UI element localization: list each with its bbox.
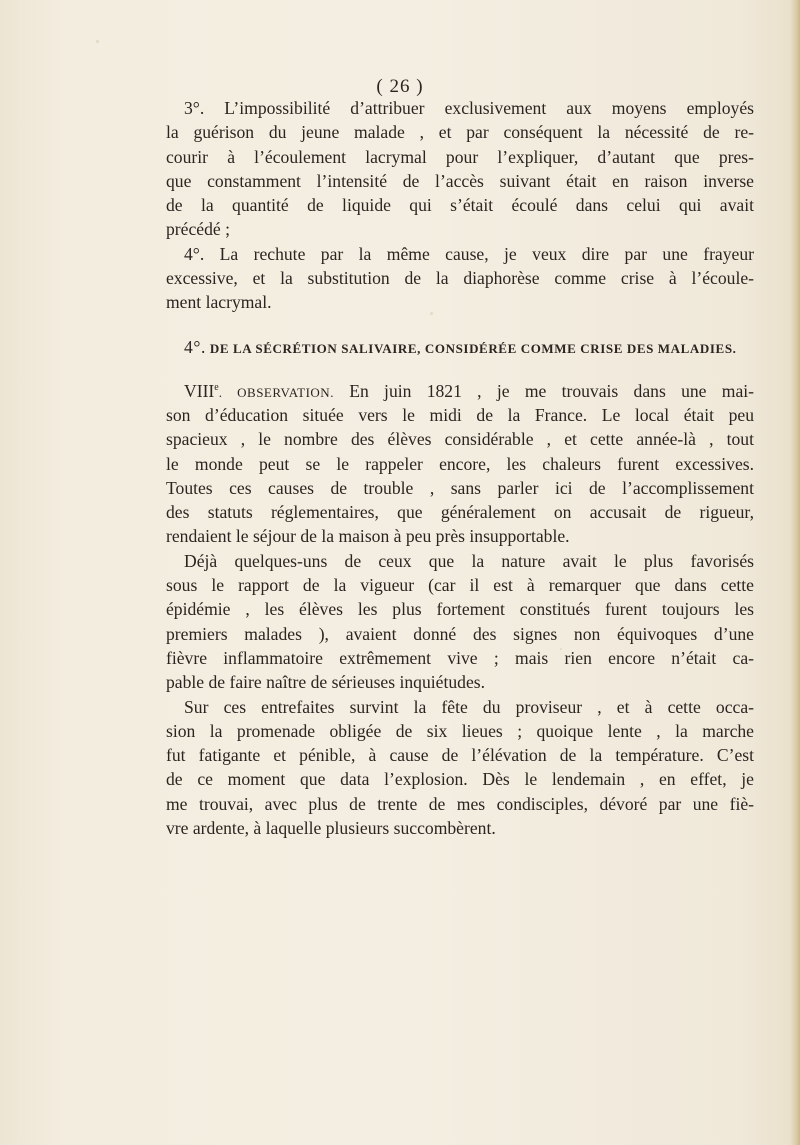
- text-line: sion la promenade obligée de six lieues ; quoique lente , la marche: [166, 720, 754, 741]
- text-line: pable de faire naître de sérieuses inquiétudes.: [166, 672, 485, 693]
- text-line: son d’éducation située vers le midi de la France. Le local était peu: [166, 404, 754, 425]
- text-line: sous le rapport de la vigueur (car il est à remarquer que dans cette: [166, 575, 754, 596]
- observation-number-suffix: e: [214, 381, 219, 393]
- text-line: fièvre inflammatoire extrêmement vive ; mais rien encore n’était ca-: [166, 647, 754, 668]
- text-line: la guérison du jeune malade , et par conséquent la nécessité de re-: [166, 122, 754, 143]
- paragraph-entrefaites: [166, 695, 754, 841]
- observation-paragraph: [166, 379, 754, 549]
- body-text: [166, 96, 754, 840]
- text-line: ment lacrymal.: [166, 292, 272, 313]
- observation-number: VIII: [184, 380, 215, 401]
- text-line: de la quantité de liquide qui s’était écoulé dans celui qui avait: [166, 195, 754, 216]
- section-number: 4°.: [184, 336, 207, 357]
- paper-speck: [96, 40, 99, 43]
- text-line: Déjà quelques-uns de ceux que la nature avait le plus favorisés: [184, 550, 754, 571]
- text-line: spacieux , le nombre des élèves considérable , et cette année-là , tout: [166, 429, 754, 450]
- section-title: DE LA SÉCRÉTION SALIVAIRE, CONSIDÉRÉE COMME CRISE DES MALADIES.: [209, 340, 737, 356]
- text-line: 3°. L’impossibilité d’attribuer exclusivement aux moyens employés: [184, 98, 754, 118]
- paragraph-deja: [166, 549, 754, 695]
- text-line: courir à l’écoulement lacrymal pour l’expliquer, d’autant que pres-: [166, 146, 754, 167]
- page-edge-shadow: [790, 0, 800, 1145]
- text-line: que constamment l’intensité de l’accès suivant était en raison inverse: [166, 170, 754, 191]
- text-line: excessive, et la substitution de la diaphorèse comme crise à l’écoule-: [166, 268, 754, 289]
- text-line: précédé ;: [166, 219, 230, 240]
- page-number: ( 26 ): [376, 76, 424, 97]
- text-line: de ce moment que data l’explosion. Dès le lendemain , en effet, je: [166, 769, 754, 790]
- section-heading: [166, 335, 754, 359]
- observation-first-line: [166, 379, 754, 403]
- text-line: épidémie , les élèves les plus fortement constitués furent toujours les: [166, 599, 754, 620]
- text-line: premiers malades ), avaient donné des signes non équivoques d’une: [166, 623, 754, 644]
- text-line: me trouvai, avec plus de trente de mes condisciples, dévoré par une fiè-: [166, 793, 754, 814]
- observation-label: . OBSERVATION.: [218, 384, 334, 400]
- text-line: vre ardente, à laquelle plusieurs succombèrent.: [166, 818, 496, 839]
- text-line: Toutes ces causes de trouble , sans parler ici de l’accomplissement: [166, 477, 754, 498]
- text-line: 4°. La rechute par la même cause, je veux dire par une frayeur: [184, 243, 754, 264]
- text-line: Sur ces entrefaites survint la fête du proviseur , et à cette occa-: [184, 696, 754, 717]
- text-line: fut fatigante et pénible, à cause de l’élévation de la température. C’est: [166, 745, 754, 766]
- text-line: des statuts réglementaires, que généralement on accusait de rigueur,: [166, 502, 754, 523]
- paragraph-point-3: [166, 96, 754, 242]
- paragraph-point-4: [166, 242, 754, 315]
- observation-first-line-text: En juin 1821 , je me trouvais dans une mai-: [333, 380, 754, 401]
- text-line: rendaient le séjour de la maison à peu près insupportable.: [166, 526, 570, 547]
- text-line: le monde peut se le rappeler encore, les chaleurs furent excessives.: [166, 453, 754, 474]
